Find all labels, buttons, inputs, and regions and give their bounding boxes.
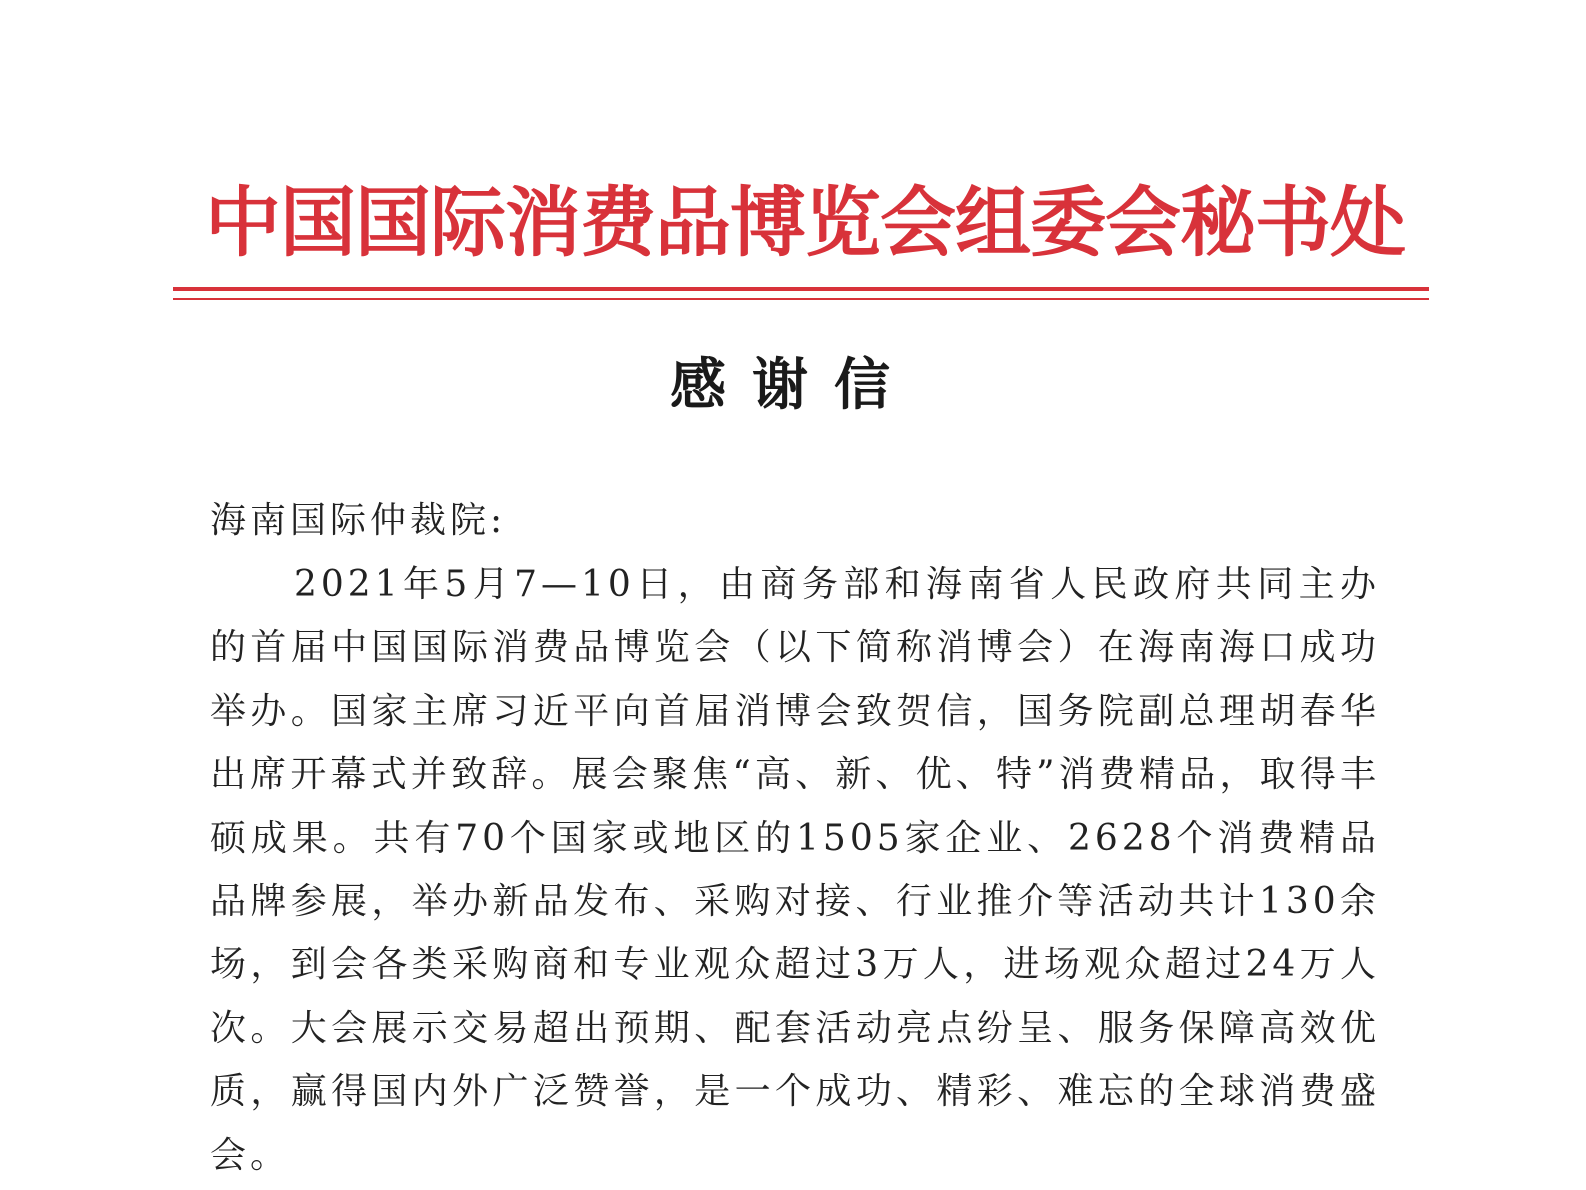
letterhead-rule-thick <box>173 287 1429 291</box>
letterhead-title: 中国国际消费品博览会组委会秘书处 <box>205 178 1405 267</box>
document-title: 感谢信 <box>670 353 916 418</box>
salutation: 海南国际仲裁院: <box>210 500 507 541</box>
letterhead-rule-thin <box>173 298 1429 300</box>
body-paragraph: 2021年5月7—10日，由商务部和海南省人民政府共同主办的首届中国国际消费品博览会（以下简称消博会）在海南海口成功举办。国家主席习近平向首届消博会致贺信，国务院副总理胡春华出席开幕式并致辞。展会聚焦“高、新、优、特”消费精品，取得丰硕成果。共有70个国家或地区的1505家企业、2628个消费精品品牌参展，举办新品发布、采购对接、行业推介等活动共计130余场，到会各类采购商和专业观众超过3万人，进场观众超过24万人次。大会展示交易超出预期、配套活动亮点纷呈、服务保障高效优质，赢得国内外广泛赞誉，是一个成功、精彩、难忘的全球消费盛会。 <box>210 564 1380 1176</box>
